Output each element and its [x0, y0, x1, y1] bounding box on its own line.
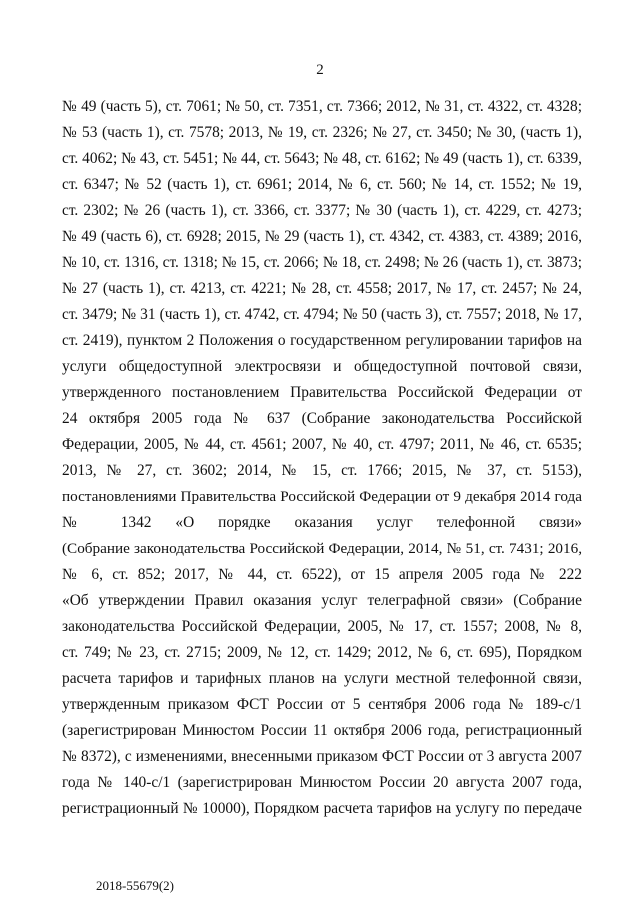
text-line: ст. 6347; № 52 (часть 1), ст. 6961; 2014, № 6, ст. 560; № 14, ст. 1552; № 19, — [62, 176, 582, 193]
document-code: 2018-55679(2) — [96, 878, 174, 893]
text-line: ст. 3479; № 31 (часть 1), ст. 4742, ст. 4794; № 50 (часть 3), ст. 7557; 2018, № 17, — [62, 306, 582, 323]
text-line: законодательства Российской Федерации, 2005, № 17, ст. 1557; 2008, № 8, — [62, 618, 582, 635]
text-line: ст. 4062; № 43, ст. 5451; № 44, ст. 5643; № 48, ст. 6162; № 49 (часть 1), ст. 6339, — [62, 150, 582, 167]
page-number: 2 — [316, 62, 324, 78]
text-line: № 27 (часть 1), ст. 4213, ст. 4221; № 28, ст. 4558; 2017, № 17, ст. 2457; № 24, — [62, 280, 582, 297]
text-line: года № 140-с/1 (зарегистрирован Минюстом России 20 августа 2007 года, — [62, 774, 582, 791]
text-line: услуги общедоступной электросвязи и общедоступной почтовой связи, — [62, 358, 582, 375]
text-line: постановлениями Правительства Российской Федерации от 9 декабря 2014 года — [62, 488, 582, 505]
text-line: Федерации, 2005, № 44, ст. 4561; 2007, № 40, ст. 4797; 2011, № 46, ст. 6535; — [62, 436, 582, 453]
text-line: (зарегистрирован Минюстом России 11 октября 2006 года, регистрационный — [62, 722, 582, 739]
text-line: утвержденного постановлением Правительства Российской Федерации от — [62, 384, 582, 401]
text-line: расчета тарифов и тарифных планов на услуги местной телефонной связи, — [62, 670, 582, 687]
document-body — [62, 94, 582, 822]
text-line: № 49 (часть 6), ст. 6928; 2015, № 29 (часть 1), ст. 4342, ст. 4383, ст. 4389; 2016, — [62, 228, 582, 245]
text-line: № 8372), с изменениями, внесенными приказом ФСТ России от 3 августа 2007 — [62, 748, 582, 765]
text-line: ст. 2419), пунктом 2 Положения о государственном регулировании тарифов на — [62, 332, 582, 349]
text-line: ст. 2302; № 26 (часть 1), ст. 3366, ст. 3377; № 30 (часть 1), ст. 4229, ст. 4273; — [62, 202, 582, 219]
text-line: «Об утверждении Правил оказания услуг телеграфной связи» (Собрание — [62, 592, 582, 609]
text-line: № 1342 «О порядке оказания услуг телефонной связи» — [62, 514, 582, 531]
text-line: (Собрание законодательства Российской Федерации, 2014, № 51, ст. 7431; 2016, — [62, 540, 582, 557]
text-line: 24 октября 2005 года № 637 (Собрание законодательства Российской — [62, 410, 582, 427]
text-line: 2013, № 27, ст. 3602; 2014, № 15, ст. 1766; 2015, № 37, ст. 5153), — [62, 462, 582, 479]
text-line: ст. 749; № 23, ст. 2715; 2009, № 12, ст. 1429; 2012, № 6, ст. 695), Порядком — [62, 644, 582, 661]
text-line: № 49 (часть 5), ст. 7061; № 50, ст. 7351, ст. 7366; 2012, № 31, ст. 4322, ст. 4328; — [62, 98, 582, 115]
text-line: № 6, ст. 852; 2017, № 44, ст. 6522), от 15 апреля 2005 года № 222 — [62, 566, 582, 583]
text-line: регистрационный № 10000), Порядком расчета тарифов на услугу по передаче — [62, 800, 582, 817]
text-line: утвержденным приказом ФСТ России от 5 сентября 2006 года № 189-с/1 — [62, 696, 582, 713]
text-line: № 10, ст. 1316, ст. 1318; № 15, ст. 2066; № 18, ст. 2498; № 26 (часть 1), ст. 3873; — [62, 254, 582, 271]
text-line: № 53 (часть 1), ст. 7578; 2013, № 19, ст. 2326; № 27, ст. 3450; № 30, (часть 1), — [62, 124, 582, 141]
